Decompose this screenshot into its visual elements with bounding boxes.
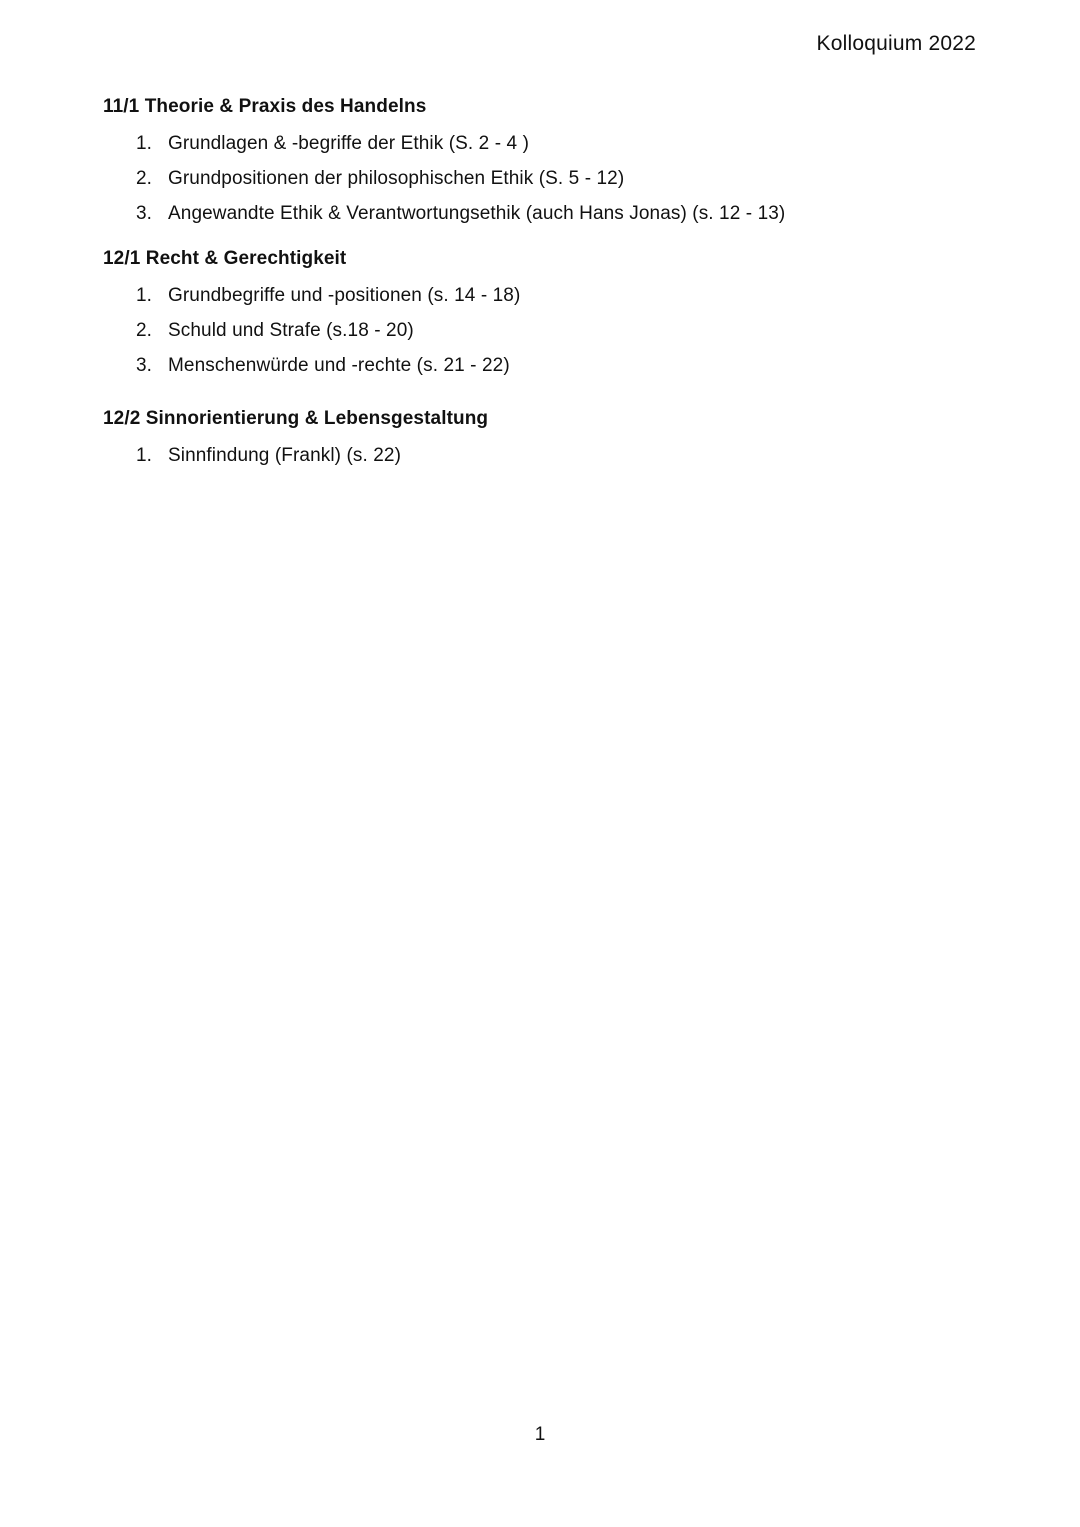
topic-text: Sinnfindung (Frankl) (s. 22): [168, 445, 402, 466]
topic-text: Schuld und Strafe (s.18 - 20): [168, 320, 414, 341]
topic-text: Angewandte Ethik & Verantwortungsethik (auch Hans Jonas) (s. 12 - 13): [168, 203, 786, 224]
topic-number: 1.: [136, 445, 153, 466]
topic-number: 2.: [136, 168, 153, 189]
section-theorie-praxis: [103, 96, 983, 226]
topic-number: 2.: [136, 320, 153, 341]
topic-item: [136, 444, 983, 468]
topic-item: [136, 167, 983, 191]
section-heading: 12/2 Sinnorientierung & Lebensgestaltung: [103, 408, 489, 429]
topic-item: [136, 284, 983, 308]
topic-text: Grundlagen & -begriffe der Ethik (S. 2 - 4 ): [168, 133, 530, 154]
topic-item: [136, 354, 983, 378]
section-sinnorientierung: [103, 408, 983, 468]
topic-text: Grundpositionen der philosophischen Ethik (S. 5 - 12): [168, 168, 625, 189]
topic-list: [103, 284, 983, 378]
page-number: 1: [534, 1424, 546, 1445]
topic-number: 1.: [136, 133, 153, 154]
topic-text: Menschenwürde und -rechte (s. 21 - 22): [168, 355, 510, 376]
topic-number: 1.: [136, 285, 153, 306]
topic-list: [103, 132, 983, 226]
topic-list: [103, 444, 983, 468]
document-header-title: Kolloquium 2022: [816, 32, 976, 55]
topic-text: Grundbegriffe und -positionen (s. 14 - 18): [168, 285, 521, 306]
section-heading: 12/1 Recht & Gerechtigkeit: [103, 248, 347, 269]
section-heading: 11/1 Theorie & Praxis des Handelns: [103, 96, 427, 117]
topic-item: [136, 202, 983, 226]
topic-item: [136, 132, 983, 156]
document-content: [103, 96, 983, 479]
topic-number: 3.: [136, 355, 153, 376]
topic-number: 3.: [136, 203, 153, 224]
topic-item: [136, 319, 983, 343]
section-recht-gerechtigkeit: [103, 248, 983, 378]
